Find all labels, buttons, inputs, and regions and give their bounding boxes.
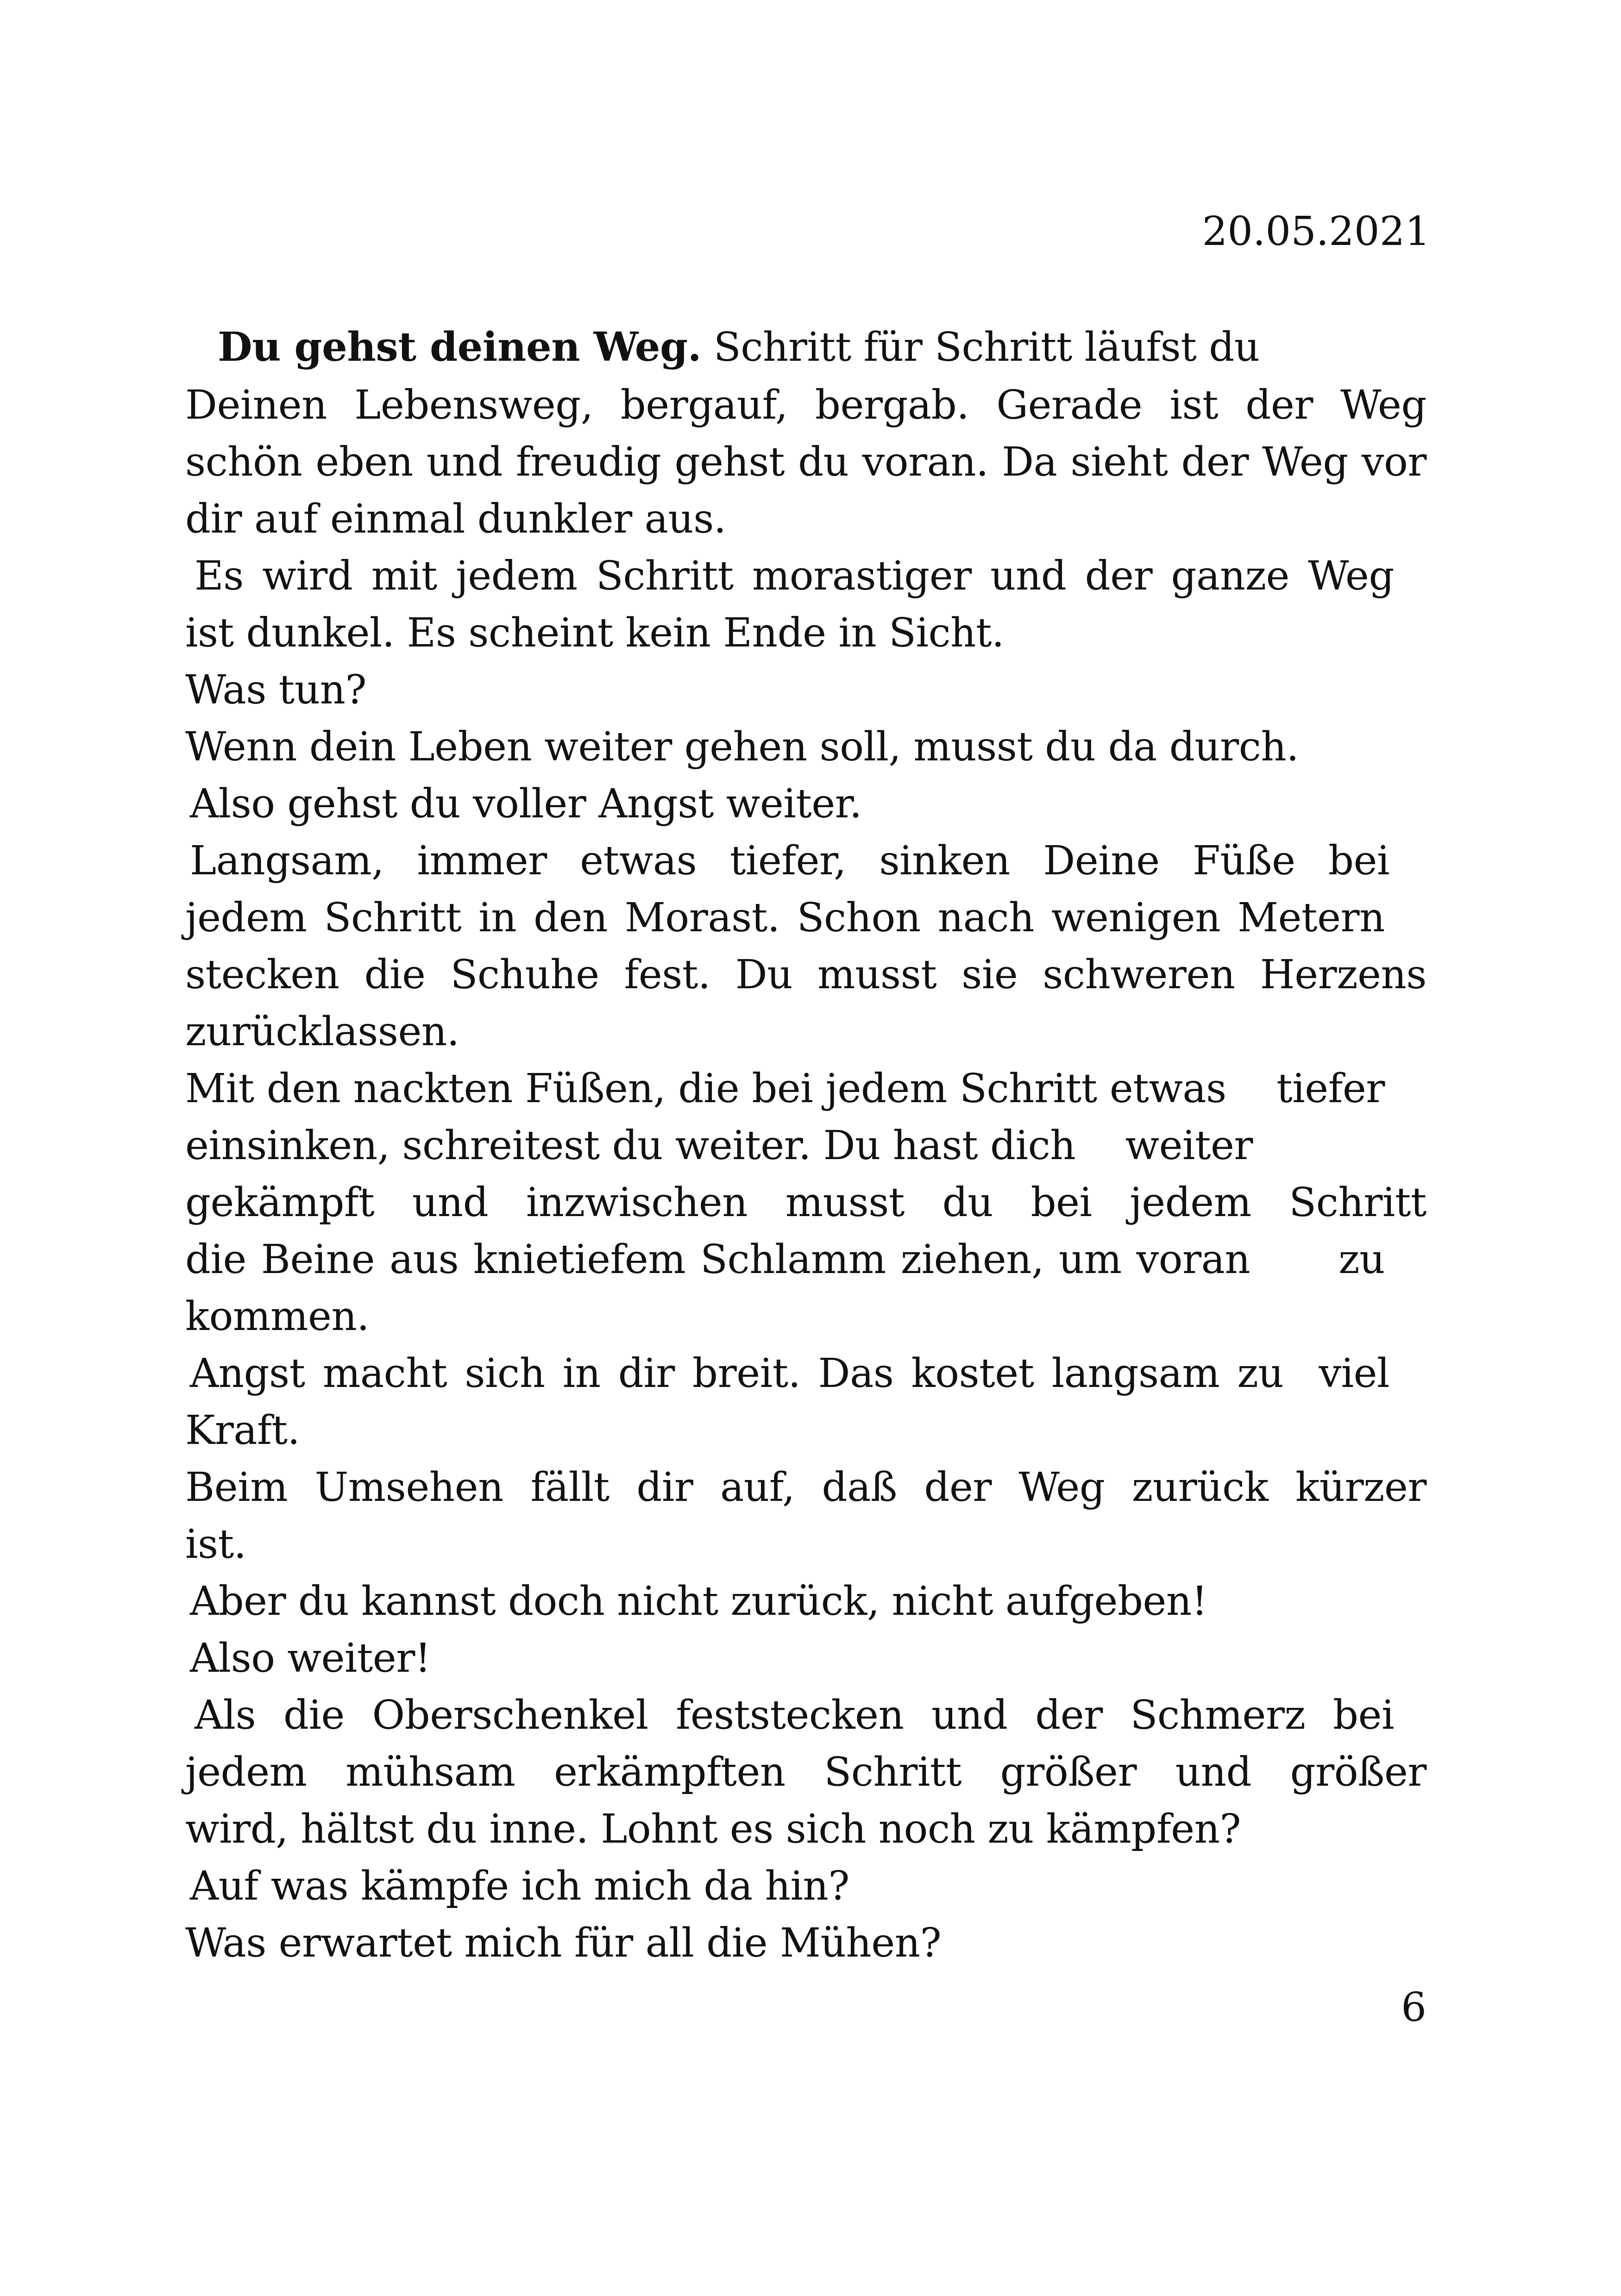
text-line: Beim Umsehen fällt dir auf, daß der Weg zurück kürzer [185,1464,1426,1511]
text-line: Langsam, immer etwas tiefer, sinken Deine Füße bei [190,838,1389,884]
text-line: ist dunkel. Es scheint kein Ende in Sicht. [185,610,1004,656]
text-line: die Beine aus knietiefem Schlamm ziehen, um voran zu [185,1236,1385,1283]
text-line: Aber du kannst doch nicht zurück, nicht aufgeben! [190,1578,1207,1625]
text-line: Auf was kämpfe ich mich da hin? [190,1863,849,1909]
text-line: Deinen Lebensweg, bergauf, bergab. Gerade ist der Weg [185,382,1426,428]
text-line: ist. [185,1521,246,1568]
text-line: schön eben und freudig gehst du voran. Da sieht der Weg vor [185,439,1426,485]
text-line: gekämpft und inzwischen musst du bei jedem Schritt [185,1179,1426,1226]
text-line: stecken die Schuhe fest. Du musst sie schweren Herzens [185,952,1426,998]
text-line: Also gehst du voller Angst weiter. [190,781,862,827]
text-line-rest: Schritt für Schritt läufst du [701,324,1260,370]
text-line: Also weiter! [190,1635,431,1681]
text-line: dir auf einmal dunkler aus. [185,496,726,542]
text-line: jedem mühsam erkämpften Schritt größer und größer [185,1749,1426,1795]
text-line: Wenn dein Leben weiter gehen soll, musst du da durch. [185,724,1299,770]
text-line: kommen. [185,1293,370,1340]
opening-phrase: Du gehst deinen Weg. [218,324,702,370]
text-line: Als die Oberschenkel feststecken und der Schmerz bei [195,1692,1394,1738]
text-line: Kraft. [185,1407,300,1454]
text-line: Mit den nackten Füßen, die bei jedem Schritt etwas tiefer [185,1066,1385,1112]
text-line: Es wird mit jedem Schritt morastiger und der ganze Weg [195,553,1394,599]
text-line [218,320,1260,375]
text-line: zurücklassen. [185,1009,459,1055]
text-line: Was erwartet mich für all die Mühen? [185,1920,942,1966]
text-line: jedem Schritt in den Morast. Schon nach wenigen Metern [185,895,1385,941]
text-line: einsinken, schreitest du weiter. Du hast dich weiter [185,1123,1253,1169]
text-line: wird, hältst du inne. Lohnt es sich noch zu kämpfen? [185,1806,1241,1852]
page-number: 6 [1401,1984,1426,2031]
text-line: Angst macht sich in dir breit. Das kostet langsam zu viel [190,1350,1389,1397]
text-line: Was tun? [185,667,367,713]
entry-date: 20.05.2021 [1202,208,1430,255]
